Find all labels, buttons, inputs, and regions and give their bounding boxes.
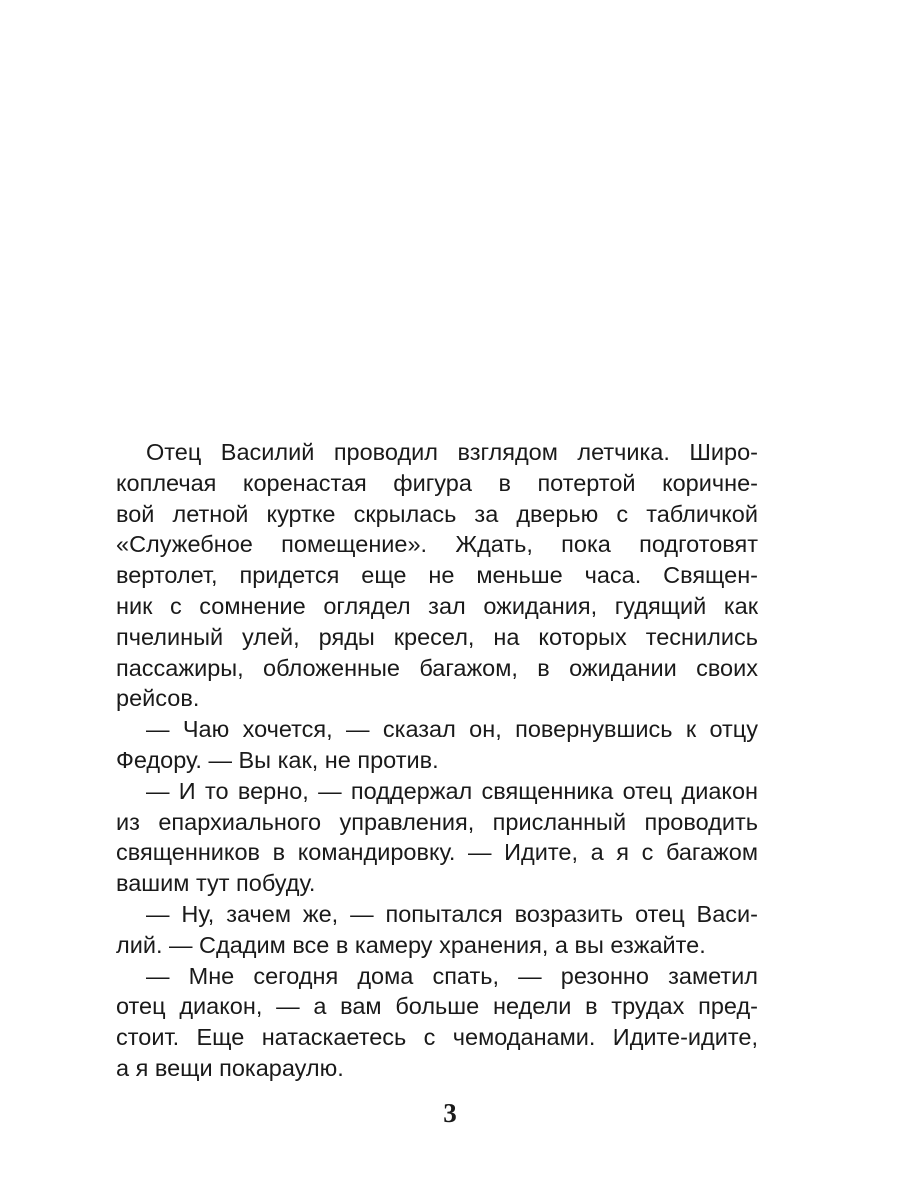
text-line: священников в командировку. — Идите, а я с багажом <box>116 839 758 866</box>
text-line: а я вещи покараулю. <box>116 1054 344 1081</box>
text-line: — Ну, зачем же, — попытался возразить отец Васи- <box>146 900 758 927</box>
paragraph-2 <box>116 714 758 776</box>
text-line: пассажиры, обложенные багажом, в ожидании своих <box>116 654 758 681</box>
text-line: пчелиный улей, ряды кресел, на которых теснились <box>116 623 758 650</box>
text-line: вертолет, придется еще не меньше часа. Священ- <box>116 562 758 589</box>
text-line: «Служебное помещение». Ждать, пока подготовят <box>116 531 758 558</box>
text-line: Федору. — Вы как, не против. <box>116 746 439 773</box>
text-line: — И то верно, — поддержал священника отец диакон <box>146 777 758 804</box>
text-line: коплечая коренастая фигура в потертой коричне- <box>116 469 758 496</box>
paragraph-5 <box>116 961 758 1084</box>
text-line: из епархиального управления, присланный проводить <box>116 808 758 835</box>
text-line: вой летной куртке скрылась за дверью с табличкой <box>116 500 758 527</box>
text-line: рейсов. <box>116 685 200 712</box>
page-body-text <box>116 437 758 1084</box>
paragraph-3 <box>116 776 758 899</box>
text-line: отец диакон, — а вам больше недели в трудах пред- <box>116 993 758 1020</box>
text-line: Отец Василий проводил взглядом летчика. Широ- <box>146 439 758 465</box>
text-line: ник с сомнение оглядел зал ожидания, гудящий как <box>116 592 758 619</box>
paragraph-1 <box>116 437 758 714</box>
text-line: лий. — Сдадим все в камеру хранения, а вы езжайте. <box>116 931 706 958</box>
text-line: стоит. Еще натаскаетесь с чемоданами. Идите-идите, <box>116 1024 758 1051</box>
paragraph-4 <box>116 899 758 961</box>
page-number: 3 <box>443 1098 457 1128</box>
text-line: — Чаю хочется, — сказал он, повернувшись к отцу <box>146 716 758 743</box>
text-line: — Мне сегодня дома спать, — резонно заметил <box>146 962 758 989</box>
text-line: вашим тут побуду. <box>116 870 316 897</box>
